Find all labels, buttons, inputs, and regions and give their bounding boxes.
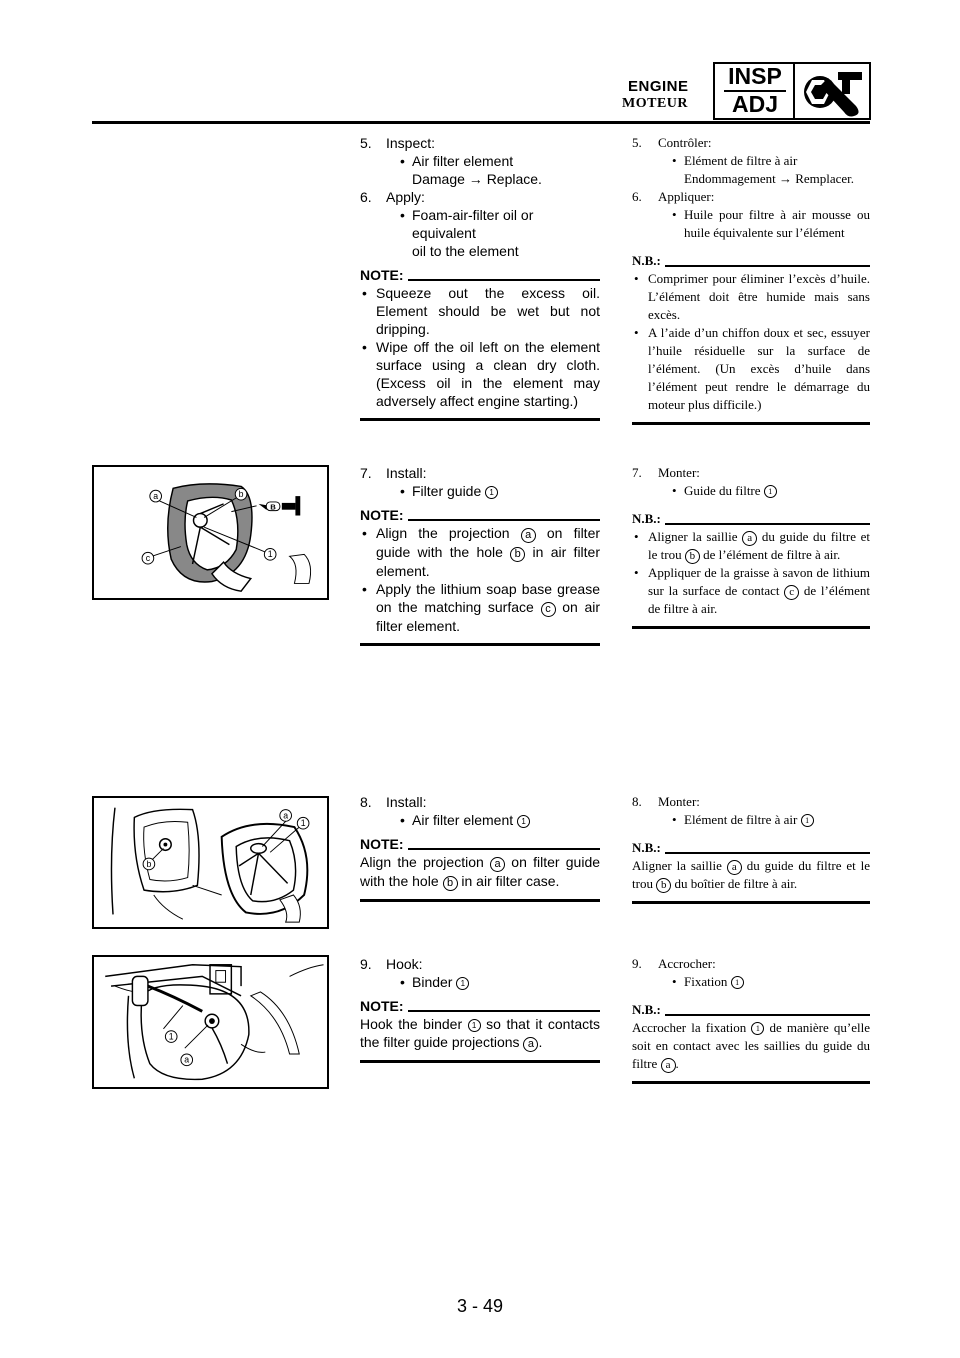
note-end-rule bbox=[632, 626, 870, 629]
callout-1: 1 bbox=[468, 1019, 481, 1032]
inspect-item: Elément de filtre à air bbox=[684, 153, 798, 168]
note-end-rule bbox=[632, 901, 870, 904]
inspect-result: Damage → Replace. bbox=[412, 171, 542, 187]
step-label: Hook: bbox=[386, 956, 423, 972]
step-number: 9. bbox=[632, 956, 642, 971]
section-7-en: 7. Install: • Filter guide 1 NOTE: • Align the projection a on filter guide with the hole b in air filter element. • Apply the lithium soap base grease on the matching surface c on air filter element. bbox=[360, 464, 600, 646]
callout-1: 1 bbox=[801, 814, 814, 827]
page-number: 3 - 49 bbox=[456, 1296, 504, 1316]
step-label: Monter: bbox=[658, 794, 700, 809]
callout-a: a bbox=[523, 1037, 538, 1052]
step-label: Contrôler: bbox=[658, 135, 712, 150]
step-label: Appliquer: bbox=[658, 189, 715, 204]
apply-item-cont: oil to the element bbox=[412, 243, 519, 259]
note-label: N.B.: bbox=[632, 840, 661, 855]
step-label: Install: bbox=[386, 794, 427, 810]
marker-b: b bbox=[238, 489, 244, 500]
install-item: Guide du filtre bbox=[684, 483, 761, 498]
badge-insp-text: INSP bbox=[728, 63, 782, 89]
section-title-en: ENGINE bbox=[628, 78, 689, 95]
note-label: N.B.: bbox=[632, 511, 661, 526]
figure-binder bbox=[92, 955, 329, 1089]
note-label: NOTE: bbox=[360, 998, 404, 1014]
step-number: 7. bbox=[360, 465, 372, 481]
callout-c: c bbox=[541, 602, 556, 617]
callout-b: b bbox=[656, 878, 671, 893]
apply-item: Huile pour filtre à air mousse ou huile équivalente sur l’élément bbox=[684, 207, 870, 240]
callout-b: b bbox=[510, 547, 525, 562]
note-text: Squeeze out the excess oil. Element should be wet but not dripping. bbox=[376, 285, 600, 337]
install-item: Elément de filtre à air bbox=[684, 812, 798, 827]
marker-b: b bbox=[146, 858, 152, 869]
callout-a: a bbox=[742, 531, 757, 546]
step-label: Accrocher: bbox=[658, 956, 716, 971]
marker-a: a bbox=[153, 491, 159, 502]
marker-c: c bbox=[145, 553, 151, 564]
callout-b: b bbox=[685, 549, 700, 564]
figure-filter-guide bbox=[92, 465, 329, 600]
note-end-rule bbox=[632, 422, 870, 425]
install-item: Air filter element bbox=[412, 812, 514, 828]
callout-a: a bbox=[490, 857, 505, 872]
grease-tag: B bbox=[270, 502, 276, 512]
step-number: 7. bbox=[632, 465, 642, 480]
inspect-result: Endommagement → Remplacer. bbox=[684, 171, 855, 186]
callout-c: c bbox=[784, 585, 799, 600]
marker-a: a bbox=[283, 810, 289, 821]
step-number: 9. bbox=[360, 956, 372, 972]
apply-item: Foam-air-filter oil or equivalent bbox=[412, 207, 534, 241]
section-title-fr: MOTEUR bbox=[622, 96, 688, 111]
step-number: 8. bbox=[632, 794, 642, 809]
callout-1: 1 bbox=[751, 1022, 764, 1035]
note-text: A l’aide d’un chiffon doux et sec, essuyer l’huile résiduelle sur la surface de l’élément. (Un excès d’huile dans l’élément peut rendre le démarrage du moteur plus difficile.) bbox=[648, 325, 870, 412]
marker-1: 1 bbox=[267, 549, 273, 560]
step-number: 5. bbox=[360, 135, 372, 151]
section-9-fr: 9. Accrocher: • Fixation 1 N.B.: Accrocher la fixation 1 de manière qu’elle soit en contact avec les saillies du guide du filtre a . bbox=[632, 955, 870, 1084]
section-8-fr: 8. Monter: • Elément de filtre à air 1 N.B.: Aligner la saillie a du guide du filtre et le trou b du boîtier de filtre à air. bbox=[632, 793, 870, 904]
section-7-fr: 7. Monter: • Guide du filtre 1 N.B.: • Aligner la saillie a du guide du filtre et le trou b de l’élément de filtre à air. • Appliquer de la graisse à savon de lithium sur la surface de contact c de l’élément de filtre à air. bbox=[632, 464, 870, 629]
hook-item: Binder bbox=[412, 974, 453, 990]
figure-air-filter-element bbox=[92, 796, 329, 929]
note-label: N.B.: bbox=[632, 253, 661, 268]
callout-a: a bbox=[661, 1058, 676, 1073]
callout-a: a bbox=[521, 528, 536, 543]
step-label: Monter: bbox=[658, 465, 700, 480]
callout-1: 1 bbox=[485, 486, 498, 499]
step-number: 6. bbox=[632, 189, 642, 204]
wrench-icon bbox=[798, 66, 868, 118]
section-8-en: 8. Install: • Air filter element 1 NOTE: Align the projection a on filter guide with the hole b in air filter case. bbox=[360, 793, 600, 902]
bullet: • bbox=[400, 153, 405, 169]
step-label: Install: bbox=[386, 465, 427, 481]
section-5-6-en: 5. Inspect: • Air filter element Damage → Replace. 6. Apply: • Foam-air-filter oil or equivalent oil to the element NOTE: • Squeeze out the excess oil. Element should be wet but not dripping. • Wipe off the oil left on the element surface using a clean dry cloth. (Excess oil in the element may adversely affect engine starting.) bbox=[360, 134, 600, 421]
note-label: NOTE: bbox=[360, 267, 404, 283]
badge-separator bbox=[793, 64, 795, 118]
marker-1: 1 bbox=[300, 818, 306, 829]
step-number: 8. bbox=[360, 794, 372, 810]
note-label: NOTE: bbox=[360, 836, 404, 852]
callout-1: 1 bbox=[456, 977, 469, 990]
callout-b: b bbox=[443, 876, 458, 891]
marker-a: a bbox=[184, 1054, 190, 1065]
note-text: Wipe off the oil left on the element surface using a clean dry cloth. (Excess oil in the element may adversely affect engine starting.) bbox=[376, 339, 600, 409]
inspect-item: Air filter element bbox=[412, 153, 514, 169]
note-end-rule bbox=[632, 1081, 870, 1084]
step-label: Inspect: bbox=[386, 135, 436, 151]
callout-1: 1 bbox=[731, 976, 744, 989]
step-label: Apply: bbox=[386, 189, 425, 205]
hook-item: Fixation bbox=[684, 974, 728, 989]
note-end-rule bbox=[360, 643, 600, 646]
header-rule bbox=[92, 121, 870, 124]
section-5-6-fr: 5. Contrôler: • Elément de filtre à air Endommagement → Remplacer. 6. Appliquer: • Huile pour filtre à air mousse ou huile équivalente sur l’élément N.B.: • Comprimer pour éliminer l’excès d’huile. L’élément doit être humide mais sans excès. • A l’aide d’un chiffon doux et sec, essuyer l’huile résiduelle sur la surface de l’élément. (Un excès d’huile dans l’élément peut rendre le démarrage du moteur plus difficile.) bbox=[632, 134, 870, 425]
note-label: NOTE: bbox=[360, 507, 404, 523]
step-number: 5. bbox=[632, 135, 642, 150]
note-end-rule bbox=[360, 1060, 600, 1063]
install-item: Filter guide bbox=[412, 483, 482, 499]
marker-1: 1 bbox=[168, 1031, 174, 1042]
note-end-rule bbox=[360, 899, 600, 902]
step-number: 6. bbox=[360, 189, 372, 205]
callout-a: a bbox=[727, 860, 742, 875]
bullet: • bbox=[400, 207, 405, 223]
note-label: N.B.: bbox=[632, 1002, 661, 1017]
callout-1: 1 bbox=[517, 815, 530, 828]
callout-1: 1 bbox=[764, 485, 777, 498]
section-9-en: 9. Hook: • Binder 1 NOTE: Hook the binder 1 so that it contacts the filter guide projections a . bbox=[360, 955, 600, 1063]
note-text: Comprimer pour éliminer l’excès d’huile. L’élément doit être humide mais sans excès. bbox=[648, 271, 870, 322]
badge-adj-text: ADJ bbox=[731, 91, 778, 117]
note-end-rule bbox=[360, 418, 600, 421]
